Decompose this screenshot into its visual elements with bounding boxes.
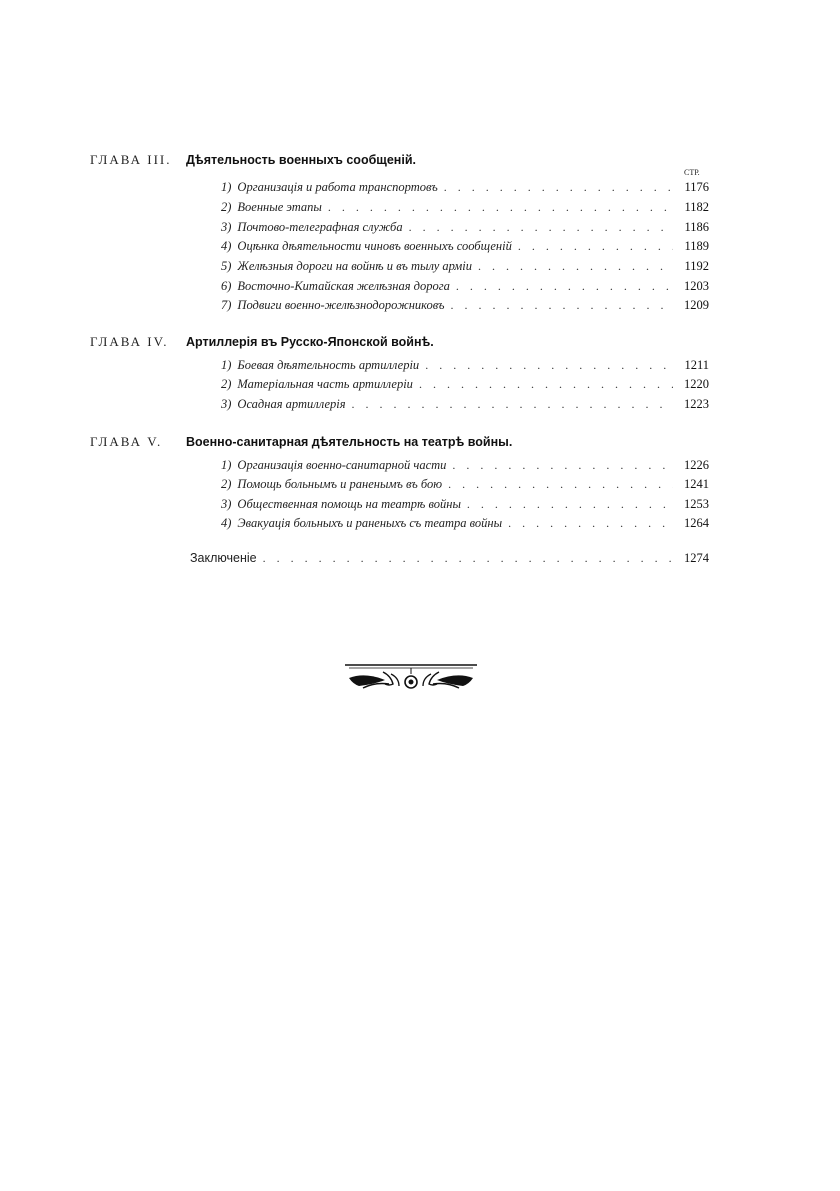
entry-title: Организація и работа транспортовъ — [237, 180, 438, 194]
page-column-label: СТР. — [684, 168, 700, 177]
entry-number: 1) — [221, 358, 232, 372]
entry-number: 5) — [221, 259, 232, 273]
entry-page: 1211 — [684, 358, 709, 372]
chapter-label: ГЛАВА IV. — [90, 334, 169, 349]
entry-page: 1241 — [684, 477, 709, 491]
dot-leader — [478, 259, 673, 274]
dot-leader — [508, 516, 673, 531]
dot-leader — [448, 477, 673, 492]
entry-number: 7) — [221, 298, 232, 312]
toc-entry[interactable] — [221, 358, 709, 376]
entry-number: 3) — [221, 497, 232, 511]
chapter-title: Артиллерія въ Русско-Японской войнѣ. — [186, 335, 434, 349]
entry-title: Желѣзныя дороги на войнѣ и въ тылу арміи — [237, 259, 472, 273]
entry-title: Боевая дѣятельность артиллеріи — [237, 358, 420, 372]
dot-leader — [451, 298, 673, 313]
entry-page: 1264 — [684, 516, 709, 530]
entry-page: 1223 — [684, 397, 709, 411]
toc-entry[interactable] — [221, 516, 709, 534]
dot-leader — [456, 279, 673, 294]
toc-entry[interactable] — [221, 239, 709, 257]
toc-entry[interactable] — [221, 200, 709, 218]
entry-title: Общественная помощь на театрѣ войны — [237, 497, 461, 511]
entry-number: 2) — [221, 377, 232, 391]
entry-title: Военные этапы — [237, 200, 322, 214]
entry-number: 1) — [221, 180, 232, 194]
dot-leader — [328, 200, 673, 215]
toc-entry-conclusion[interactable] — [190, 551, 709, 569]
toc-entry[interactable] — [221, 477, 709, 495]
entry-page: 1189 — [684, 239, 709, 253]
entry-page: 1274 — [684, 551, 709, 565]
toc-entry[interactable] — [221, 458, 709, 476]
entry-page: 1253 — [684, 497, 709, 511]
entry-page: 1209 — [684, 298, 709, 312]
entry-page: 1226 — [684, 458, 709, 472]
entry-page: 1203 — [684, 279, 709, 293]
dot-leader — [409, 220, 673, 235]
entry-page: 1220 — [684, 377, 709, 391]
toc-entry[interactable] — [221, 497, 709, 515]
dot-leader — [263, 551, 673, 566]
entry-title: Заключеніе — [190, 551, 257, 565]
entry-number: 2) — [221, 200, 232, 214]
entry-page: 1186 — [684, 220, 709, 234]
entry-title: Оцѣнка дѣятельности чиновъ военныхъ сообщеній — [237, 239, 512, 253]
entry-number: 6) — [221, 279, 232, 293]
entry-title: Почтово-телеграфная служба — [237, 220, 403, 234]
entry-number: 2) — [221, 477, 232, 491]
entry-number: 4) — [221, 239, 232, 253]
dot-leader — [467, 497, 673, 512]
entry-title: Подвиги военно-желѣзнодорожниковъ — [237, 298, 445, 312]
dot-leader — [518, 239, 673, 254]
entry-page: 1182 — [684, 200, 709, 214]
chapter-title: Военно-санитарная дѣятельность на театрѣ войны. — [186, 435, 513, 449]
dot-leader — [425, 358, 673, 373]
chapter-title: Дѣятельность военныхъ сообщеній. — [186, 153, 416, 167]
entry-title: Эвакуація больныхъ и раненыхъ съ театра войны — [237, 516, 503, 530]
entry-title: Осадная артиллерія — [237, 397, 346, 411]
entry-page: 1192 — [684, 259, 709, 273]
entry-title: Организація военно-санитарной части — [237, 458, 447, 472]
chapter-label: ГЛАВА V. — [90, 434, 163, 449]
chapter-heading — [90, 434, 512, 452]
entry-number: 3) — [221, 220, 232, 234]
entry-page: 1176 — [684, 180, 709, 194]
decorative-flourish-icon — [345, 662, 477, 692]
toc-entry[interactable] — [221, 180, 709, 198]
dot-leader — [352, 397, 673, 412]
entry-title: Восточно-Китайская желѣзная дорога — [237, 279, 450, 293]
chapter-label: ГЛАВА III. — [90, 152, 172, 167]
entry-title: Помощь больнымъ и раненымъ въ бою — [237, 477, 443, 491]
toc-entry[interactable] — [221, 298, 709, 316]
toc-entry[interactable] — [221, 220, 709, 238]
toc-entry[interactable] — [221, 259, 709, 277]
chapter-heading — [90, 334, 434, 352]
toc-entry[interactable] — [221, 397, 709, 415]
chapter-heading — [90, 152, 416, 170]
dot-leader — [444, 180, 673, 195]
entry-number: 3) — [221, 397, 232, 411]
toc-entry[interactable] — [221, 279, 709, 297]
entry-number: 4) — [221, 516, 232, 530]
dot-leader — [419, 377, 673, 392]
dot-leader — [452, 458, 673, 473]
toc-entry[interactable] — [221, 377, 709, 395]
entry-title: Матеріальная часть артиллеріи — [237, 377, 413, 391]
entry-number: 1) — [221, 458, 232, 472]
